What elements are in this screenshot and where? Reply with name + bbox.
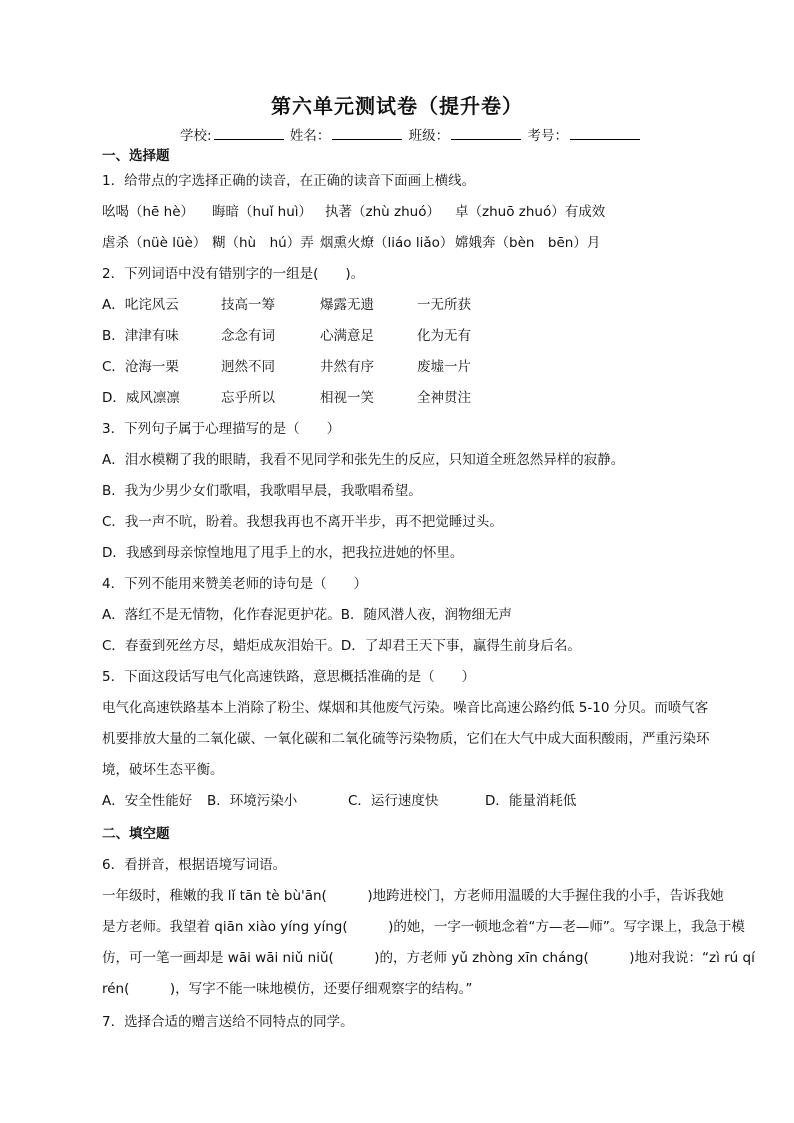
q1-stem: 1．给带点的字选择正确的读音，在正确的读音下面画上横线。 <box>102 173 476 189</box>
page-title: 第六单元测试卷（提升卷） <box>271 94 523 118</box>
student-info-line <box>180 124 642 144</box>
q3-option-b: B．我为少男少女们歌唱，我歌唱早晨，我歌唱希望。 <box>102 483 422 499</box>
q1-item: 糊（hù hú）弄 <box>212 235 314 251</box>
q2-word: 一无所获 <box>417 297 471 313</box>
q3-option-a: A．泪水模糊了我的眼睛，我看不见同学和张先生的反应，只知道全班忽然异样的寂静。 <box>102 452 625 468</box>
q2-word: 废墟一片 <box>417 359 471 375</box>
q2-word: 忘乎所以 <box>221 390 275 406</box>
q2-option-b: B．津津有味 <box>102 328 179 344</box>
section-heading-fill: 二、填空题 <box>102 826 170 842</box>
q1-item: 吆喝（hē hè） <box>102 204 195 220</box>
q5-option-a: A．安全性能好 <box>102 793 193 809</box>
q2-word: 心满意足 <box>320 328 374 344</box>
q2-word: 相视一笑 <box>320 390 374 406</box>
q1-item: 嫦娥奔（bèn bēn）月 <box>455 235 601 251</box>
q6-passage-line: rén( )，写字不能一味地模仿，还要仔细观察字的结构。” <box>102 981 473 997</box>
q5-passage-line: 境，破坏生态平衡。 <box>102 762 224 778</box>
q3-option-d: D．我感到母亲惊惶地甩了甩手上的水，把我拉进她的怀里。 <box>102 545 464 561</box>
q3-stem: 3．下列句子属于心理描写的是（ ） <box>102 421 341 437</box>
q1-item: 虐杀（nüè lüè） <box>102 235 207 251</box>
q2-option-c: C．沧海一栗 <box>102 359 179 375</box>
q5-passage-line: 电气化高速铁路基本上消除了粉尘、煤烟和其他废气污染。噪音比高速公路约低 5-10 分贝。而喷气客 <box>102 700 709 716</box>
section-heading-choice: 一、选择题 <box>102 148 170 164</box>
name-label: 姓名： <box>289 128 331 144</box>
q2-option-d: D．威风凛凛 <box>102 390 180 406</box>
class-label: 班级： <box>408 128 450 144</box>
q6-passage-line: 仿，可一笔一画却是 wāi wāi niǔ niǔ( )的，方老师 yǔ zhòng xīn cháng( )地对我说：“zì rú qí <box>102 950 755 966</box>
q6-passage-line: 是方老师。我望着 qiān xiào yíng yíng( )的她，一字一顿地念着“方—老—师”。写字课上，我急于模 <box>102 919 745 935</box>
q2-word: 爆露无遗 <box>320 297 374 313</box>
class-blank[interactable] <box>451 125 521 140</box>
q2-stem: 2．下列词语中没有错别字的一组是( )。 <box>102 266 365 282</box>
q4-options-ab: A．落红不是无情物，化作春泥更护花。B．随风潜人夜，润物细无声 <box>102 607 512 623</box>
q1-item: 烟熏火燎（liáo liǎo） <box>320 235 454 251</box>
q4-stem: 4．下列不能用来赞美老师的诗句是（ ） <box>102 576 368 592</box>
q2-option-a: A．叱诧风云 <box>102 297 179 313</box>
q5-option-c: C．运行速度快 <box>348 793 439 809</box>
q6-stem: 6．看拼音，根据语境写词语。 <box>102 857 287 873</box>
q1-item: 晦暗（huǐ huì） <box>212 204 313 220</box>
q2-word: 迥然不同 <box>221 359 275 375</box>
school-blank[interactable] <box>214 125 284 140</box>
q1-item: 执著（zhù zhuó） <box>325 204 440 220</box>
name-blank[interactable] <box>332 125 402 140</box>
q5-passage-line: 机要排放大量的二氧化碳、一氧化碳和二氧化硫等污染物质，它们在大气中成大面积酸雨，严重污染环 <box>102 731 710 747</box>
q3-option-c: C．我一声不吭，盼着。我想我再也不离开半步，再不把觉睡过头。 <box>102 514 503 530</box>
q7-stem: 7．选择合适的赠言送给不同特点的同学。 <box>102 1014 354 1030</box>
school-label: 学校: <box>180 128 212 144</box>
q6-passage-line: 一年级时，稚嫩的我 lǐ tān tè bù'ān( )地跨进校门，方老师用温暖的大手握住我的小手，告诉我她 <box>102 888 724 904</box>
q5-stem: 5．下面这段话写电气化高速铁路，意思概括准确的是（ ） <box>102 669 476 685</box>
q1-item: 卓（zhuō zhuó）有成效 <box>455 204 606 220</box>
q2-word: 井然有序 <box>320 359 374 375</box>
q2-word: 全神贯注 <box>417 390 471 406</box>
q5-option-d: D．能量消耗低 <box>485 793 577 809</box>
number-blank[interactable] <box>570 125 640 140</box>
q2-word: 念念有词 <box>221 328 275 344</box>
q2-word: 技高一筹 <box>221 297 275 313</box>
q4-options-cd: C．春蚕到死丝方尽，蜡炬成灰泪始干。D．了却君王天下事，赢得生前身后名。 <box>102 638 581 654</box>
q2-word: 化为无有 <box>417 328 471 344</box>
q5-option-b: B．环境污染小 <box>207 793 298 809</box>
number-label: 考号： <box>527 128 568 144</box>
